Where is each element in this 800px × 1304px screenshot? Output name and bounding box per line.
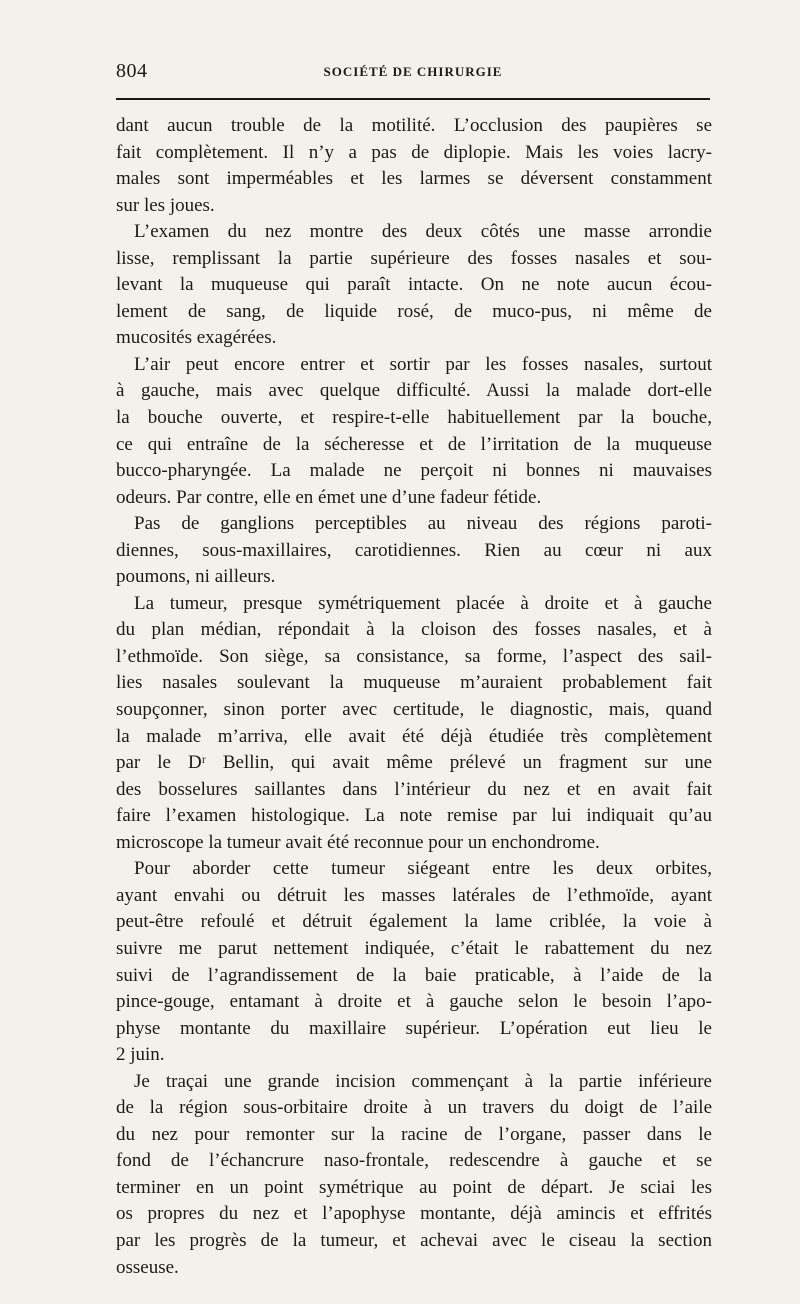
text-line: suivre me parut nettement indiquée, c’était le rabattement du nez (116, 937, 712, 959)
text-line: la bouche ouverte, et respire-t-elle habituellement par la bouche, (116, 407, 712, 429)
paragraph (116, 591, 712, 856)
text-line: de la région sous-orbitaire droite à un travers du doigt de l’aile (116, 1097, 712, 1119)
page-number: 804 (116, 60, 148, 82)
text-line: pince-gouge, entamant à droite et à gauche selon le besoin l’apo- (116, 991, 712, 1013)
text-line: fond de l’échancrure naso-frontale, redescendre à gauche et se (116, 1150, 712, 1172)
paragraph (116, 511, 712, 591)
text-line: soupçonner, sinon porter avec certitude, le diagnostic, mais, quand (116, 699, 712, 721)
text-line: ce qui entraîne de la sécheresse et de l’irritation de la muqueuse (116, 433, 712, 455)
text-line: à gauche, mais avec quelque difficulté. Aussi la malade dort-elle (116, 380, 712, 402)
paragraph (116, 113, 712, 219)
text-line: par le Dʳ Bellin, qui avait même prélevé un fragment sur une (116, 752, 712, 774)
paragraph (116, 856, 712, 1068)
text-line: peut-être refoulé et détruit également la lame criblée, la voie à (116, 911, 712, 933)
page-header (116, 58, 710, 88)
text-line: diennes, sous-maxillaires, carotidiennes. Rien au cœur ni aux (116, 539, 712, 561)
text-line: lisse, remplissant la partie supérieure des fosses nasales et sou- (116, 247, 712, 269)
text-line: fait complètement. Il n’y a pas de diplopie. Mais les voies lacry- (116, 141, 712, 163)
text-line: faire l’examen histologique. La note remise par lui indiquait qu’au (116, 805, 712, 827)
text-line: L’examen du nez montre des deux côtés une masse arrondie (134, 221, 712, 243)
header-rule (116, 98, 710, 100)
text-line: odeurs. Par contre, elle en émet une d’une fadeur fétide. (116, 486, 542, 508)
paragraph (116, 219, 712, 352)
text-line: poumons, ni ailleurs. (116, 566, 276, 588)
text-line: mucosités exagérées. (116, 327, 277, 349)
book-page (116, 0, 716, 1304)
text-line: physe montante du maxillaire supérieur. L’opération eut lieu le (116, 1017, 712, 1039)
text-line: L’air peut encore entrer et sortir par les fosses nasales, surtout (134, 353, 712, 375)
text-line: levant la muqueuse qui paraît intacte. On ne note aucun écou- (116, 274, 712, 296)
text-line: suivi de l’agrandissement de la baie praticable, à l’aide de la (116, 964, 712, 986)
text-line: Pas de ganglions perceptibles au niveau des régions paroti- (134, 513, 712, 535)
text-line: la malade m’arriva, elle avait été déjà étudiée très complètement (116, 725, 712, 747)
text-line: lement de sang, de liquide rosé, de muco-pus, ni même de (116, 300, 712, 322)
text-line: Je traçai une grande incision commençant à la partie inférieure (134, 1070, 712, 1092)
running-head: SOCIÉTÉ DE CHIRURGIE (323, 64, 503, 79)
paragraph (116, 1069, 712, 1281)
text-line: des bosselures saillantes dans l’intérieur du nez et en avait fait (116, 778, 712, 800)
text-line: males sont imperméables et les larmes se déversent constamment (116, 168, 712, 190)
text-line: par les progrès de la tumeur, et achevai avec le ciseau la section (116, 1229, 712, 1251)
text-line: terminer en un point symétrique au point de départ. Je sciai les (116, 1176, 712, 1198)
text-line: du nez pour remonter sur la racine de l’organe, passer dans le (116, 1123, 712, 1145)
text-line: bucco-pharyngée. La malade ne perçoit ni bonnes ni mauvaises (116, 460, 712, 482)
text-line: l’ethmoïde. Son siège, sa consistance, sa forme, l’aspect des sail- (116, 645, 712, 667)
text-line: osseuse. (116, 1256, 179, 1278)
text-line: La tumeur, presque symétriquement placée à droite et à gauche (134, 592, 712, 614)
text-line: Pour aborder cette tumeur siégeant entre les deux orbites, (134, 858, 712, 880)
text-line: dant aucun trouble de la motilité. L’occlusion des paupières se (116, 115, 712, 136)
text-line: du plan médian, répondait à la cloison des fosses nasales, et à (116, 619, 712, 641)
text-line: sur les joues. (116, 194, 215, 216)
text-line: microscope la tumeur avait été reconnue pour un enchondrome. (116, 831, 600, 853)
text-line: lies nasales soulevant la muqueuse m’auraient probablement fait (116, 672, 712, 694)
paragraph (116, 352, 712, 511)
text-line: os propres du nez et l’apophyse montante, déjà amincis et effrités (116, 1203, 712, 1225)
text-line: ayant envahi ou détruit les masses latérales de l’ethmoïde, ayant (116, 884, 712, 906)
text-line: 2 juin. (116, 1044, 165, 1066)
body-text (116, 113, 712, 1281)
